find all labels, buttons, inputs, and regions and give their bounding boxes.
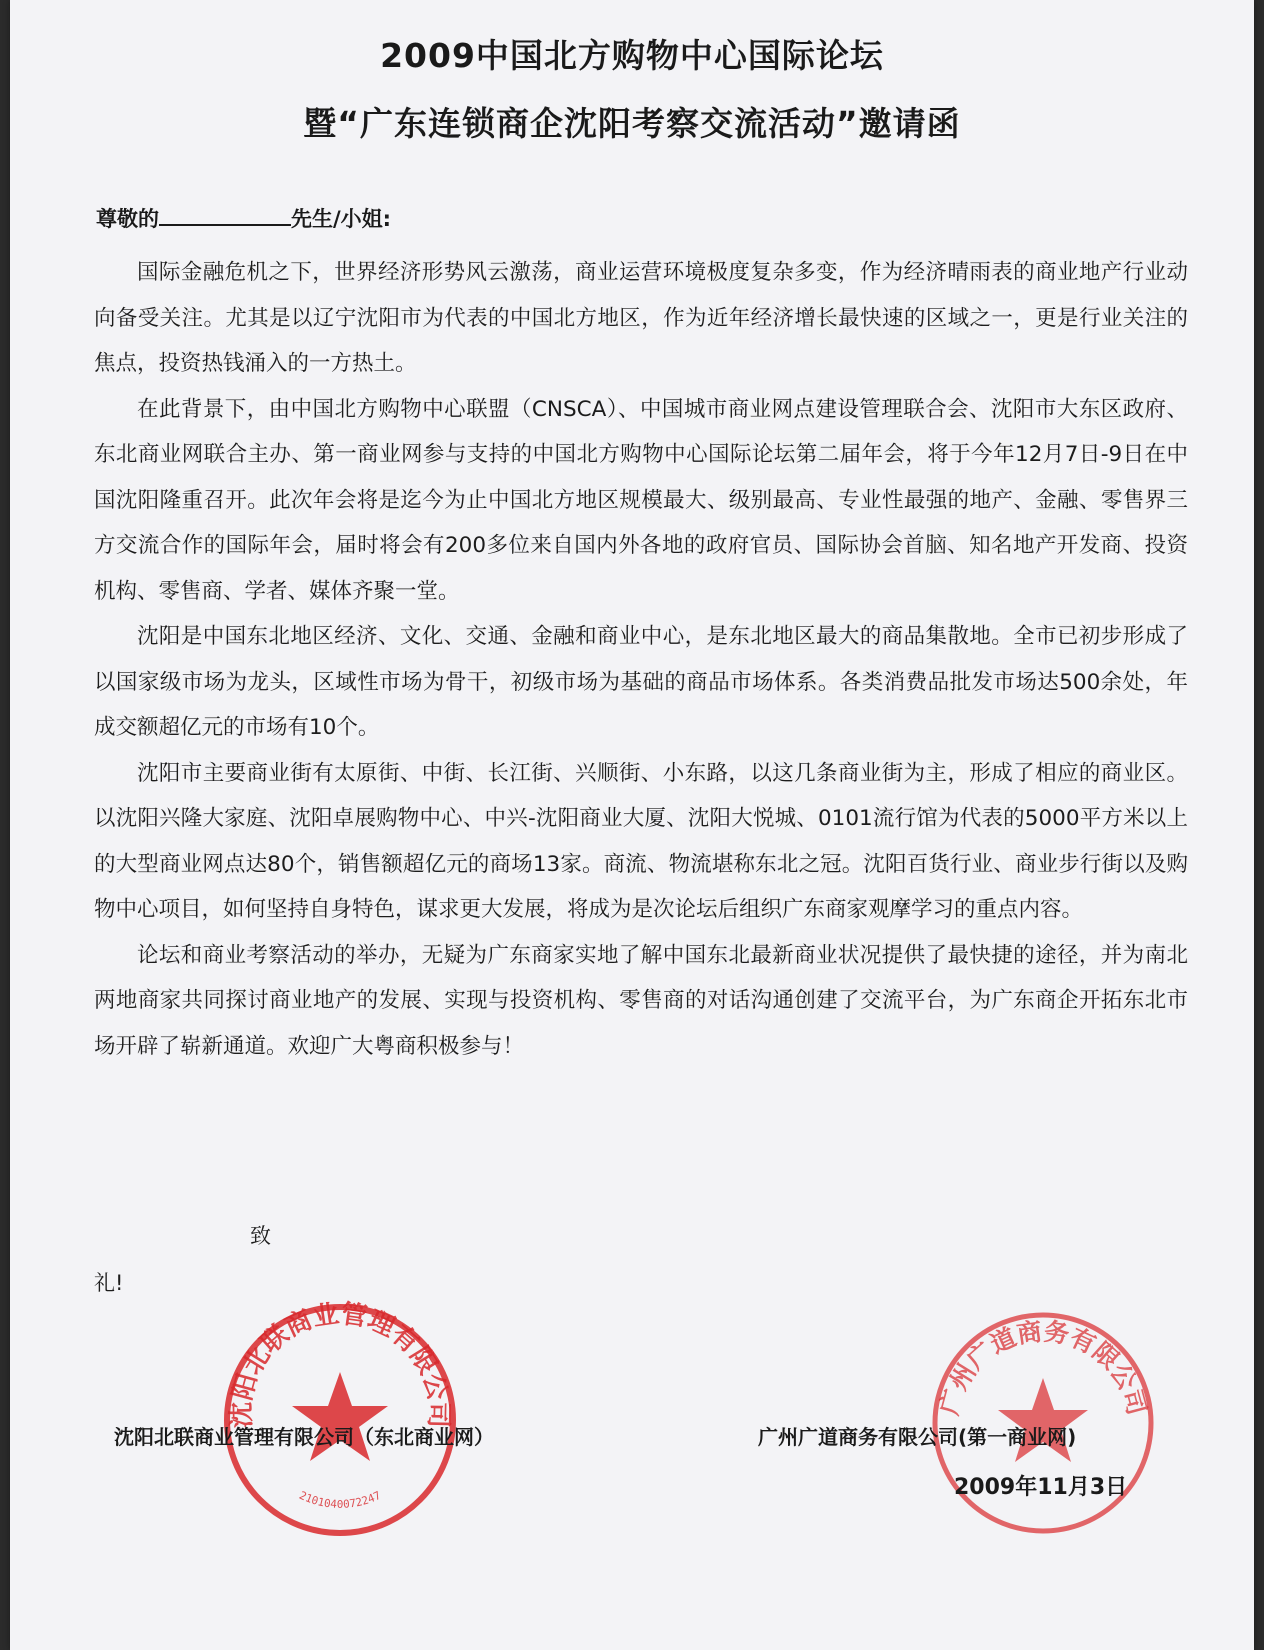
signature-left-company: 沈阳北联商业管理有限公司（东北商业网） [114,1425,494,1449]
paragraph-2: 在此背景下，由中国北方购物中心联盟（CNSCA）、中国城市商业网点建设管理联合会、沈阳市大东区政府、东北商业网联合主办、第一商业网参与支持的中国北方购物中心国际论坛第二届年会，将于今年12月7日-9日在中国沈阳隆重召开。此次年会将是迄今为止中国北方地区规模最大、级别最高、专业性最强的地产、金融、零售界三方交流合作的国际年会，届时将会有200多位来自国内外各地的政府官员、国际协会首脑、知名地产开发商、投资机构、零售商、学者、媒体齐聚一堂。 [94,396,1188,604]
signature-date: 2009年11月3日 [954,1475,1128,1500]
closing-li: 礼! [94,1271,124,1295]
signature-right-company: 广州广道商务有限公司(第一商业网) [758,1425,1077,1449]
paragraph-1: 国际金融危机之下，世界经济形势风云激荡，商业运营环境极度复杂多变，作为经济晴雨表的商业地产行业动向备受关注。尤其是以辽宁沈阳市为代表的中国北方地区，作为近年经济增长最快速的区域之一，更是行业关注的焦点，投资热钱涌入的一方热土。 [94,260,1188,376]
left-seal-text: 沈阳北联商业管理有限公司 [226,1300,454,1429]
name-blank-line [159,204,291,226]
paragraph-3: 沈阳是中国东北地区经济、文化、交通、金融和商业中心，是东北地区最大的商品集散地。全市已初步形成了以国家级市场为龙头，区域性市场为骨干，初级市场为基础的商品市场体系。各类消费品批发市场达500余处，年成交额超亿元的市场有10个。 [94,624,1188,740]
closing-zhi: 致 [250,1224,271,1248]
document-page [10,0,1254,1650]
salutation [96,203,391,233]
letter-body [94,250,1188,1069]
right-seal-text: 广州广道商务有限公司 [934,1316,1152,1418]
left-seal-number: 2101040072247 [297,1488,383,1511]
salutation-prefix: 尊敬的 [96,207,159,231]
salutation-suffix: 先生/小姐: [291,207,392,231]
title-line-2: 暨“广东连锁商企沈阳考察交流活动”邀请函 [303,104,961,143]
paragraph-4: 沈阳市主要商业街有太原街、中街、长江街、兴顺街、小东路，以这几条商业街为主，形成了相应的商业区。以沈阳兴隆大家庭、沈阳卓展购物中心、中兴-沈阳商业大厦、沈阳大悦城、0101流行馆为代表的5000平方米以上的大型商业网点达80个，销售额超亿元的商场13家。商流、物流堪称东北之冠。沈阳百货行业、商业步行街以及购物中心项目，如何坚持自身特色，谋求更大发展，将成为是次论坛后组织广东商家观摩学习的重点内容。 [94,760,1188,922]
paragraph-5: 论坛和商业考察活动的举办，无疑为广东商家实地了解中国东北最新商业状况提供了最快捷的途径，并为南北两地商家共同探讨商业地产的发展、实现与投资机构、零售商的对话沟通创建了交流平台，为广东商企开拓东北市场开辟了崭新通道。欢迎广大粤商积极参与！ [94,942,1188,1059]
title-line-1: 2009中国北方购物中心国际论坛 [380,36,884,75]
left-company-seal [220,1300,460,1540]
